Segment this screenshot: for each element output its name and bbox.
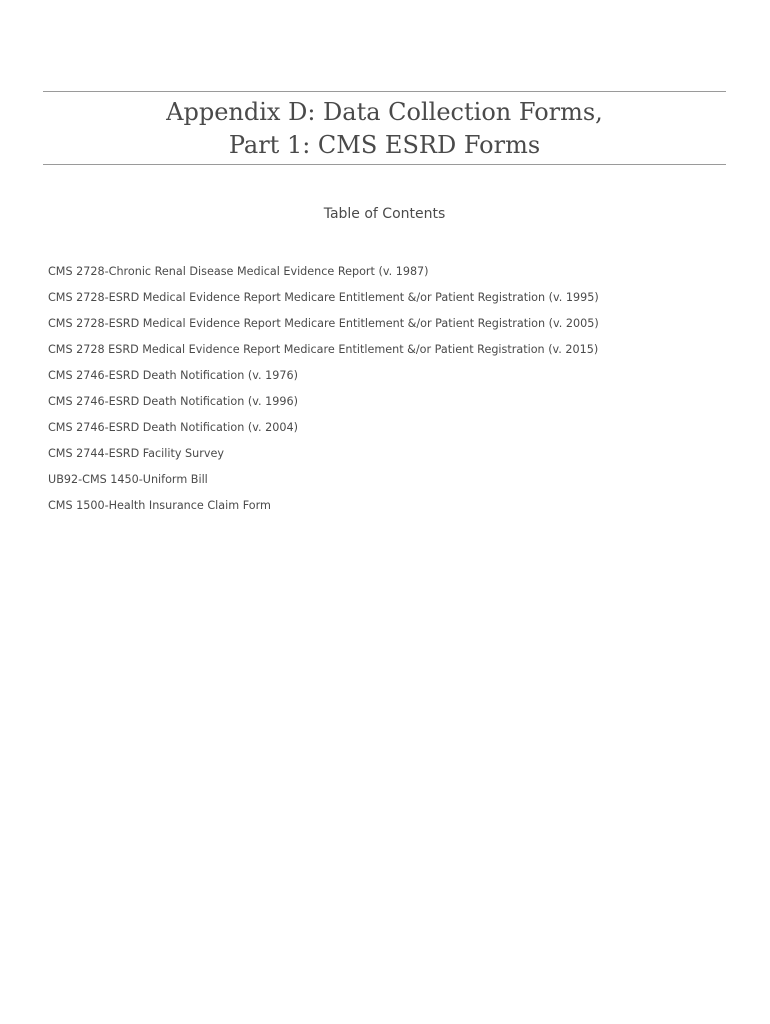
toc-entry: CMS 2746-ESRD Death Notification (v. 1996) <box>48 395 298 408</box>
title-line-2: Part 1: CMS ESRD Forms <box>228 131 541 159</box>
toc-entry: CMS 2746-ESRD Death Notification (v. 1976) <box>48 369 298 382</box>
title-bottom-rule <box>43 164 726 165</box>
toc-entry: CMS 2746-ESRD Death Notification (v. 2004) <box>48 421 298 434</box>
toc-entry: CMS 2728-ESRD Medical Evidence Report Medicare Entitlement &/or Patient Registration (v. 1995) <box>48 291 599 304</box>
toc-entry: CMS 2728-ESRD Medical Evidence Report Medicare Entitlement &/or Patient Registration (v. 2005) <box>48 317 599 330</box>
toc-entry: CMS 1500-Health Insurance Claim Form <box>48 499 271 512</box>
toc-entry: CMS 2728 ESRD Medical Evidence Report Medicare Entitlement &/or Patient Registration (v. 2015) <box>48 343 599 356</box>
title-line-1: Appendix D: Data Collection Forms, <box>166 98 603 126</box>
title-top-rule <box>43 91 726 92</box>
toc-list <box>48 264 728 524</box>
toc-entry: UB92-CMS 1450-Uniform Bill <box>48 473 208 486</box>
toc-entry: CMS 2744-ESRD Facility Survey <box>48 447 224 460</box>
page-title <box>43 96 726 162</box>
toc-heading: Table of Contents <box>323 206 446 222</box>
toc-entry: CMS 2728-Chronic Renal Disease Medical Evidence Report (v. 1987) <box>48 265 429 278</box>
